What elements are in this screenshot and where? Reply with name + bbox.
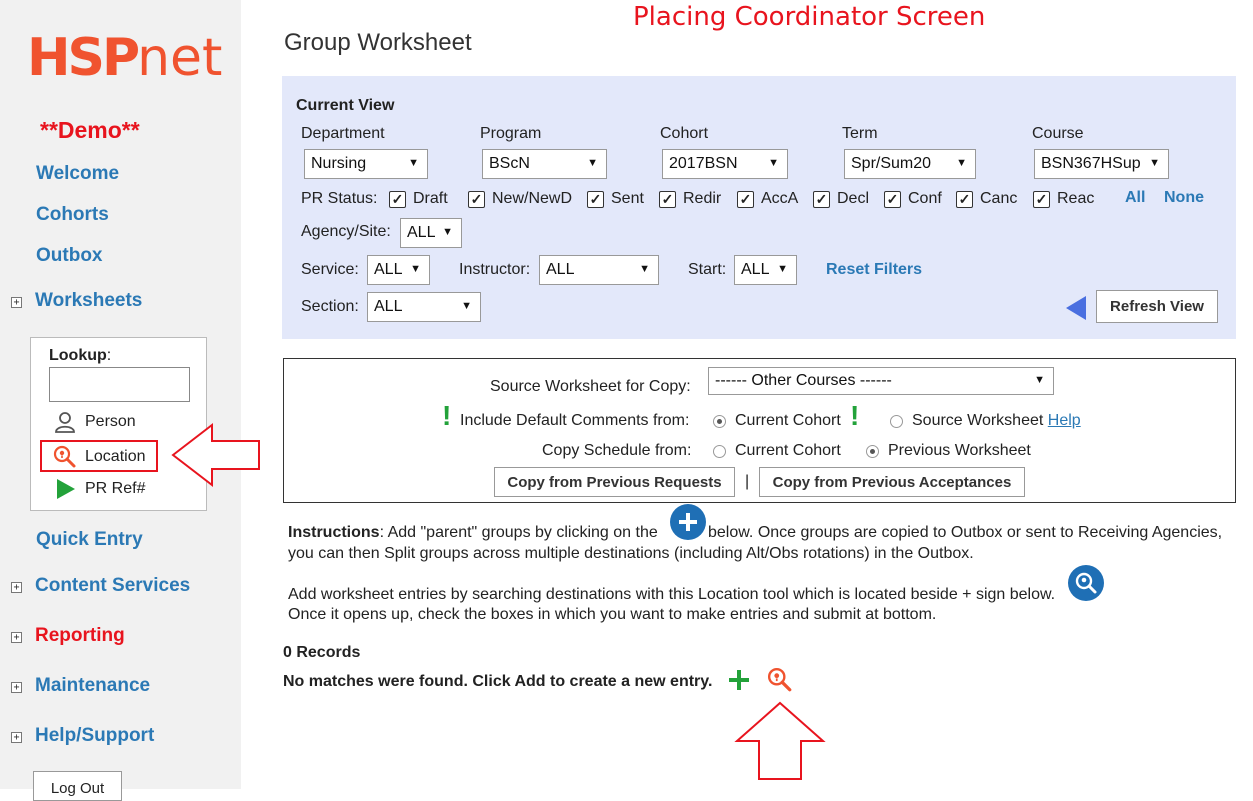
expand-help-support-icon[interactable]: +: [11, 732, 22, 743]
checkbox-check-icon: ✓: [468, 191, 485, 208]
status-checkbox-draft[interactable]: ✓ Draft: [389, 190, 448, 208]
source-worksheet-label: Source Worksheet for Copy:: [490, 378, 691, 395]
nav-reporting[interactable]: Reporting: [35, 625, 125, 646]
lookup-person[interactable]: Person: [53, 410, 136, 434]
chevron-down-icon: ▼: [768, 157, 779, 169]
checkbox-check-icon: ✓: [389, 191, 406, 208]
cohort-select[interactable]: 2017BSN ▼: [662, 149, 788, 179]
expand-content-services-icon[interactable]: +: [11, 582, 22, 593]
cohort-label: Cohort: [660, 125, 709, 142]
program-label: Program: [480, 125, 542, 142]
reset-filters-link[interactable]: Reset Filters: [826, 261, 923, 278]
comments-current-cohort-radio[interactable]: Current Cohort: [713, 412, 841, 430]
term-label: Term: [842, 125, 878, 142]
program-select[interactable]: BScN ▼: [482, 149, 607, 179]
refresh-view-button[interactable]: Refresh View: [1096, 290, 1218, 323]
lookup-title: Lookup: [49, 347, 107, 364]
copy-previous-requests-button[interactable]: Copy from Previous Requests: [494, 467, 735, 497]
chevron-down-icon: ▼: [442, 226, 453, 238]
lookup-pr-ref[interactable]: PR Ref#: [53, 477, 145, 501]
nav-help-support[interactable]: Help/Support: [35, 725, 155, 746]
checkbox-check-icon: ✓: [956, 191, 973, 208]
lookup-panel: Lookup: Person Location PR Ref#: [30, 337, 207, 511]
checkbox-check-icon: ✓: [813, 191, 830, 208]
instructions-line-3: Add worksheet entries by searching destinations with this Location tool which is located beside + sign below.: [288, 586, 1056, 603]
status-checkbox-decl[interactable]: ✓ Decl: [813, 190, 869, 208]
expand-worksheets-icon[interactable]: +: [11, 297, 22, 308]
instructions-line-1: Instructions: Add "parent" groups by clicking on the: [288, 524, 658, 541]
checkbox-check-icon: ✓: [737, 191, 754, 208]
nav-welcome[interactable]: Welcome: [36, 163, 120, 184]
instructions-line-2: you can then Split groups across multiple destinations (including Alt/Obs rotations) in the Outbox.: [288, 545, 974, 562]
course-select[interactable]: BSN367HSup ▼: [1034, 149, 1169, 179]
section-label: Section:: [301, 298, 359, 315]
nav-outbox[interactable]: Outbox: [36, 245, 103, 266]
department-label: Department: [301, 125, 385, 142]
location-search-tool-icon[interactable]: [767, 667, 793, 693]
location-search-icon: [1068, 565, 1104, 601]
course-label: Course: [1032, 125, 1084, 142]
service-label: Service:: [301, 261, 359, 278]
copy-schedule-label: Copy Schedule from:: [542, 442, 692, 459]
no-matches-message: No matches were found. Click Add to create a new entry.: [283, 673, 713, 690]
term-select[interactable]: Spr/Sum20 ▼: [844, 149, 976, 179]
instructions-line-1b: below. Once groups are copied to Outbox or sent to Receiving Agencies,: [708, 524, 1223, 541]
sidebar: [0, 0, 241, 797]
hspnet-logo[interactable]: HSPnet: [27, 28, 223, 88]
start-select[interactable]: ALL ▼: [734, 255, 797, 285]
status-checkbox-redir[interactable]: ✓ Redir: [659, 190, 721, 208]
include-comments-label: Include Default Comments from:: [460, 412, 690, 429]
select-none-link[interactable]: None: [1164, 189, 1204, 206]
pr-status-label: PR Status:: [301, 190, 378, 207]
logout-button[interactable]: Log Out: [33, 771, 122, 801]
schedule-current-cohort-radio[interactable]: Current Cohort: [713, 442, 841, 460]
chevron-down-icon: ▼: [408, 157, 419, 169]
add-parent-group-icon[interactable]: [670, 504, 706, 540]
status-checkbox-new[interactable]: ✓ New/NewD: [468, 190, 572, 208]
checkbox-check-icon: ✓: [659, 191, 676, 208]
source-worksheet-select[interactable]: ------ Other Courses ------ ▼: [708, 367, 1054, 395]
nav-quick-entry[interactable]: Quick Entry: [36, 529, 143, 550]
chevron-down-icon: ▼: [587, 157, 598, 169]
main-content: [241, 0, 1253, 789]
status-checkbox-acca[interactable]: ✓ AccA: [737, 190, 798, 208]
red-up-arrow: [734, 700, 826, 782]
service-select[interactable]: ALL ▼: [367, 255, 430, 285]
help-link[interactable]: Help: [1047, 412, 1081, 429]
page-title: Group Worksheet: [284, 29, 472, 56]
expand-maintenance-icon[interactable]: +: [11, 682, 22, 693]
chevron-down-icon: ▼: [777, 263, 788, 275]
agency-site-label: Agency/Site:: [301, 223, 391, 240]
nav-cohorts[interactable]: Cohorts: [36, 204, 109, 225]
chevron-down-icon: ▼: [1149, 157, 1160, 169]
chevron-down-icon: ▼: [461, 300, 472, 312]
department-select[interactable]: Nursing ▼: [304, 149, 428, 179]
lookup-input[interactable]: [49, 367, 190, 402]
checkbox-check-icon: ✓: [587, 191, 604, 208]
start-label: Start:: [688, 261, 727, 278]
instructions-line-4: Once it opens up, check the boxes in which you want to make entries and submit at bottom.: [288, 606, 937, 623]
refresh-arrow-icon: [1064, 295, 1088, 321]
nav-content-services[interactable]: Content Services: [35, 575, 191, 596]
status-checkbox-conf[interactable]: ✓ Conf: [884, 190, 942, 208]
status-checkbox-reac[interactable]: ✓ Reac: [1033, 190, 1094, 208]
section-select[interactable]: ALL ▼: [367, 292, 481, 322]
current-view-panel: [282, 76, 1236, 339]
checkbox-check-icon: ✓: [884, 191, 901, 208]
person-icon: [53, 410, 77, 434]
nav-worksheets[interactable]: Worksheets: [35, 290, 143, 311]
status-checkbox-canc[interactable]: ✓ Canc: [956, 190, 1017, 208]
status-checkbox-sent[interactable]: ✓ Sent: [587, 190, 644, 208]
location-search-icon: [53, 445, 77, 469]
records-count: 0 Records: [283, 644, 361, 661]
checkbox-check-icon: ✓: [1033, 191, 1050, 208]
demo-label: **Demo**: [40, 117, 140, 143]
button-separator: |: [745, 473, 750, 490]
lookup-location[interactable]: Location: [53, 445, 146, 469]
play-icon: [53, 477, 77, 501]
expand-reporting-icon[interactable]: +: [11, 632, 22, 643]
nav-maintenance[interactable]: Maintenance: [35, 675, 151, 696]
chevron-down-icon: ▼: [410, 263, 421, 275]
copy-previous-acceptances-button[interactable]: Copy from Previous Acceptances: [759, 467, 1025, 497]
chevron-down-icon: ▼: [639, 263, 650, 275]
add-entry-icon[interactable]: [728, 669, 750, 691]
screen-banner: Placing Coordinator Screen: [633, 2, 986, 32]
select-all-link[interactable]: All: [1125, 189, 1146, 206]
copy-panel: [283, 358, 1236, 503]
schedule-previous-worksheet-radio[interactable]: Previous Worksheet: [866, 442, 1031, 460]
chevron-down-icon: ▼: [1034, 374, 1045, 386]
instructor-select[interactable]: ALL ▼: [539, 255, 659, 285]
instructor-label: Instructor:: [459, 261, 531, 278]
chevron-down-icon: ▼: [956, 157, 967, 169]
agency-site-select[interactable]: ALL ▼: [400, 218, 462, 248]
current-view-heading: Current View: [296, 97, 395, 114]
comments-source-worksheet-radio[interactable]: Source Worksheet Help: [890, 412, 1081, 430]
exclamation-icon: !: [442, 400, 452, 431]
exclamation-icon: !: [850, 400, 860, 431]
